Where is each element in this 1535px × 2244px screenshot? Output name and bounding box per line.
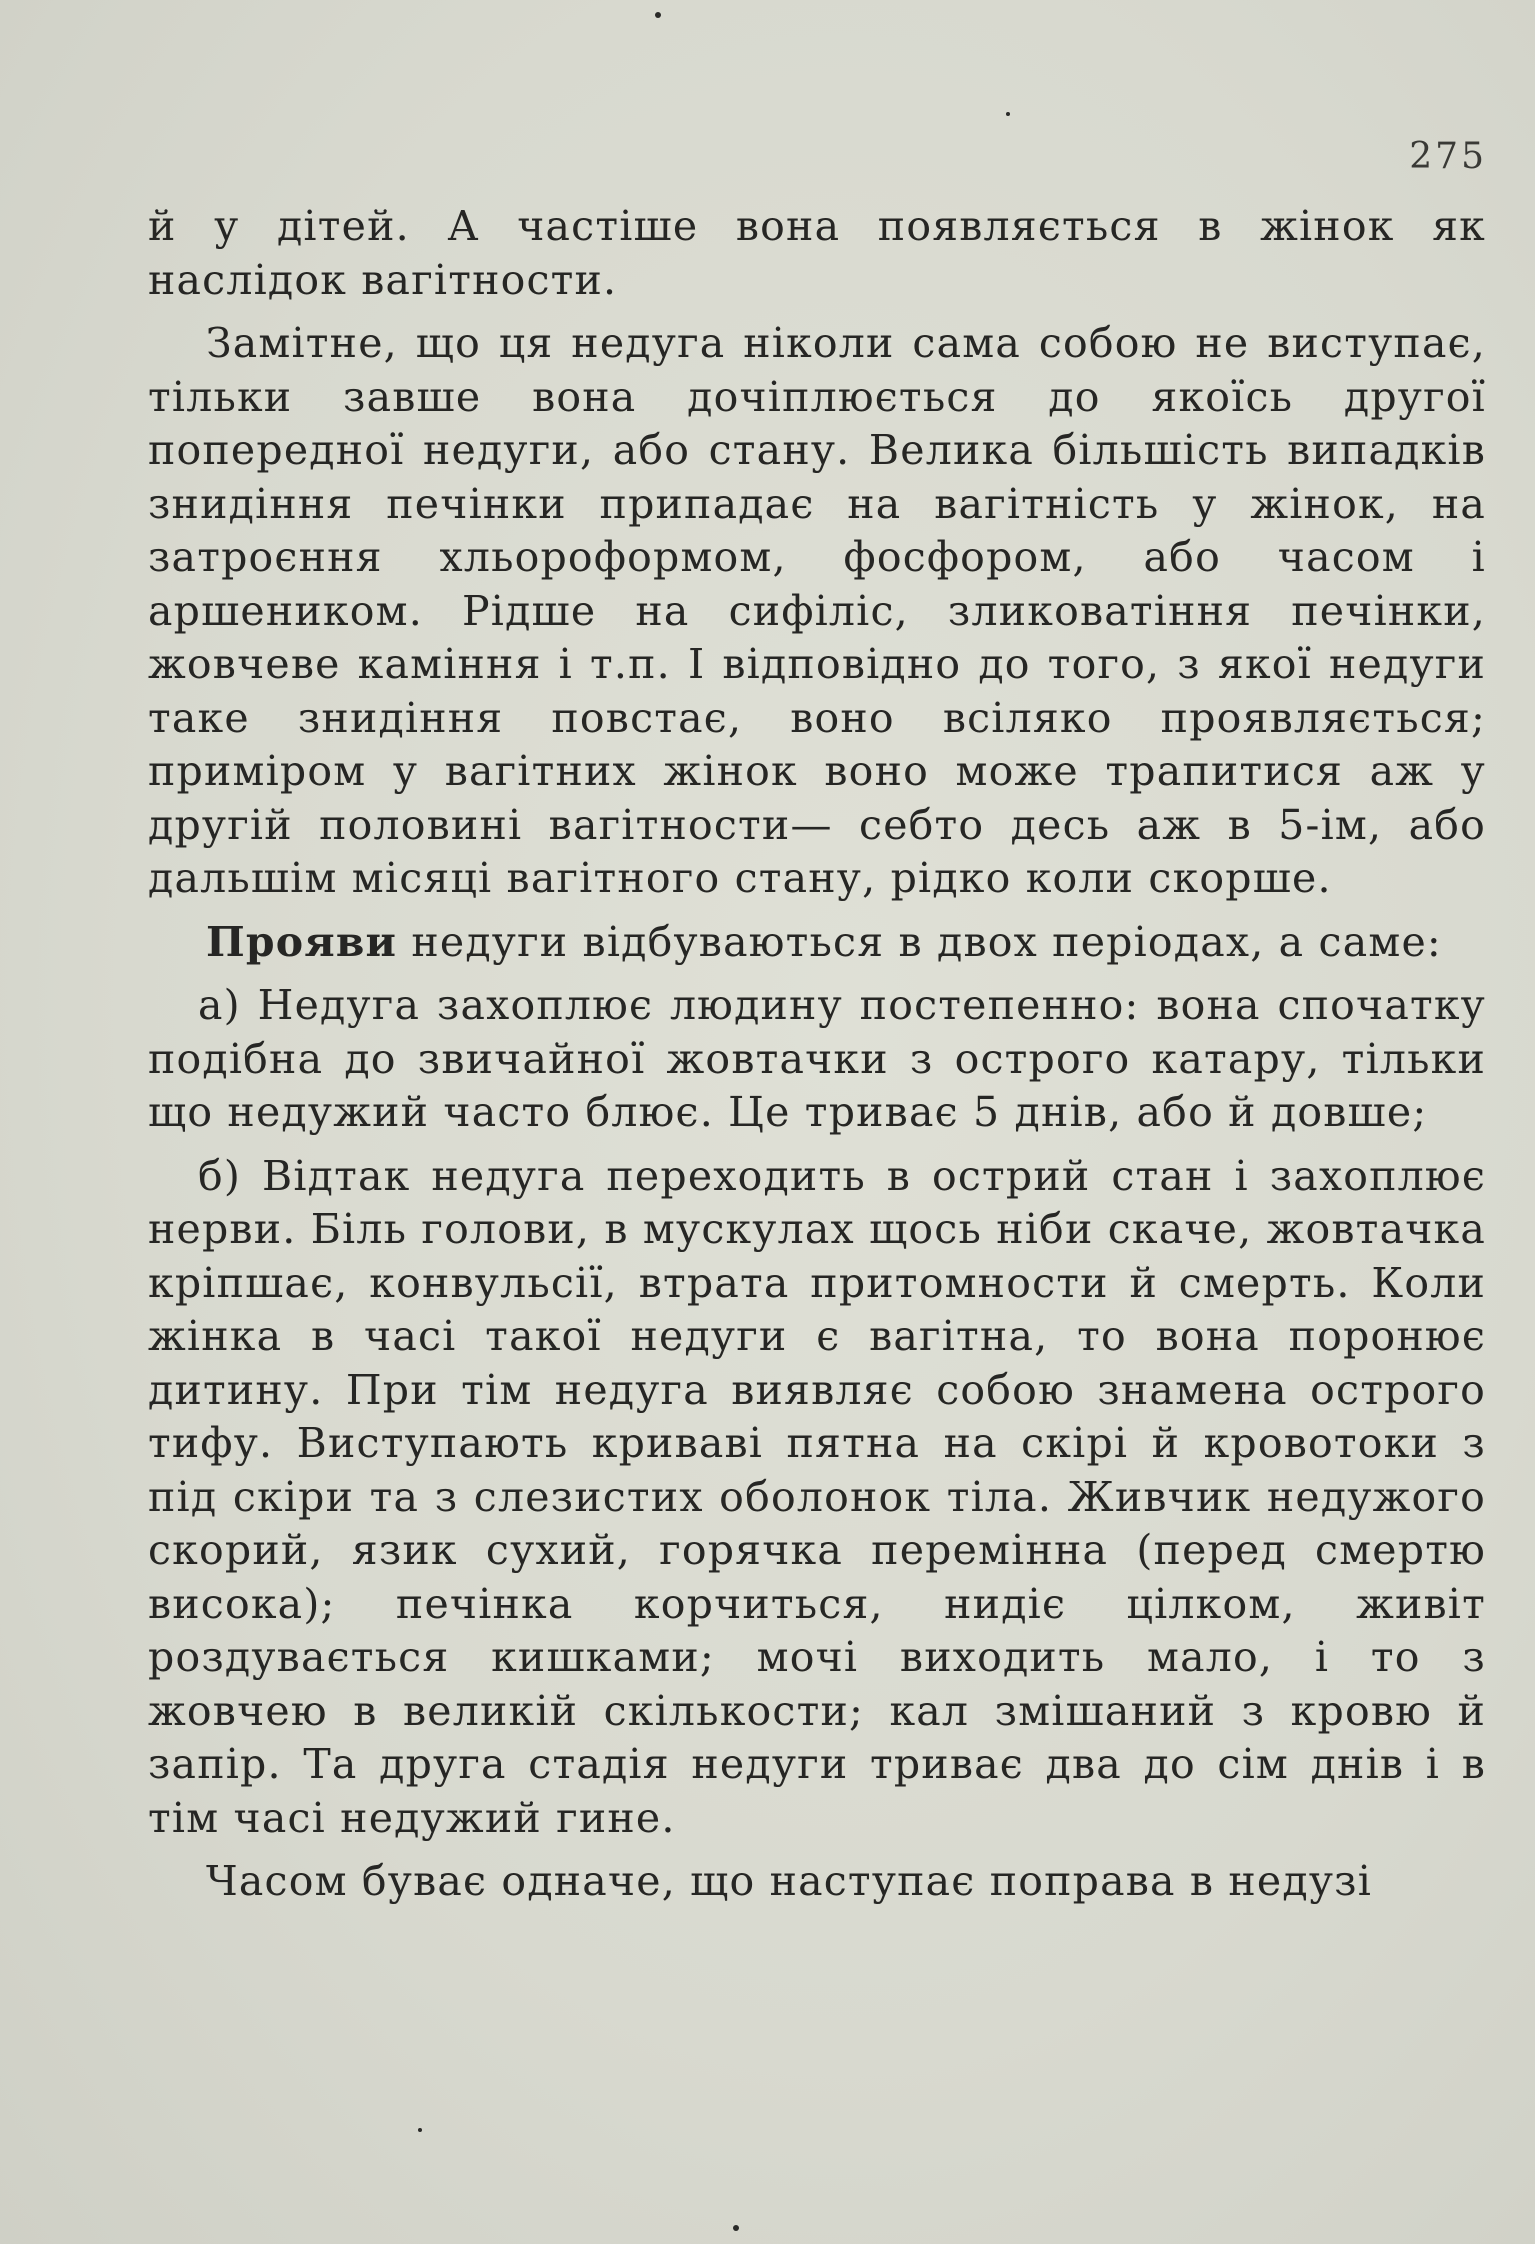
print-speck [418, 2128, 422, 2132]
list-item-b: б) Відтак недуга переходить в острий стан і захоплює нерви. Біль голови, в мускулах щось ніби скаче, жовтачка кріпшає, конвульсії, втрата притомности й смерть. Коли жінка в часі такої недуги є вагітна, то вона поронює дитину. При тім недуга виявляє собою знамена острого тифу. Виступають криваві пятна на скірі й кровотоки з під скіри та з слезистих оболонок тіла. Живчик недужого скорий, язик сухий, горячка перемінна (перед смертю висока); печінка корчиться, нидіє цілком, живіт роздувається кишками; мочі виходить мало, і то з жовчею в великій скількости; кал змішаний з кровю й запір. Та друга стадія недуги триває два до сім днів і в тім часі недужий гине. [148, 1151, 1486, 1842]
print-speck [655, 12, 661, 18]
paragraph-symptoms-intro-text: недуги відбуваються в двох періодах, а саме: [397, 917, 1442, 966]
bold-lead-word: Прояви [206, 917, 398, 966]
paragraph-continuation: й у дітей. А частіше вона появляється в жінок як наслідок вагітности. [148, 202, 1486, 304]
body-text [148, 200, 1486, 1909]
print-speck [1006, 112, 1010, 116]
paragraph-symptoms-intro [148, 916, 1486, 970]
print-speck [733, 2225, 739, 2231]
paragraph-notable: Замітне, що ця недуга ніколи сама собою не виступає, тільки завше вона дочіплюється до якоїсь другої попередної недуги, або стану. Велика більшість випадків знидіння печінки припадає на вагітність у жінок, на затроєння хльороформом, фосфором, або часом і аршеником. Рідше на сифіліс, зликоватіння печінки, жовчеве каміння і т.п. І відповідно до того, з якої недуги таке знидіння повстає, воно всіляко проявляється; приміром у вагітних жінок воно може трапитися аж у другій половині вагітности— себто десь аж в 5-ім, або дальшім місяці вагітного стану, рідко коли скорше. [148, 319, 1486, 902]
list-item-a: а) Недуга захоплює людину постепенно: вона спочатку подібна до звичайної жовтачки з острого катару, тільки що недужий часто блює. Це триває 5 днів, або й довше; [148, 981, 1486, 1136]
paragraph-recovery: Часом буває одначе, що наступає поправа в недузі [206, 1857, 1373, 1905]
page-number: 275 [1409, 136, 1487, 177]
